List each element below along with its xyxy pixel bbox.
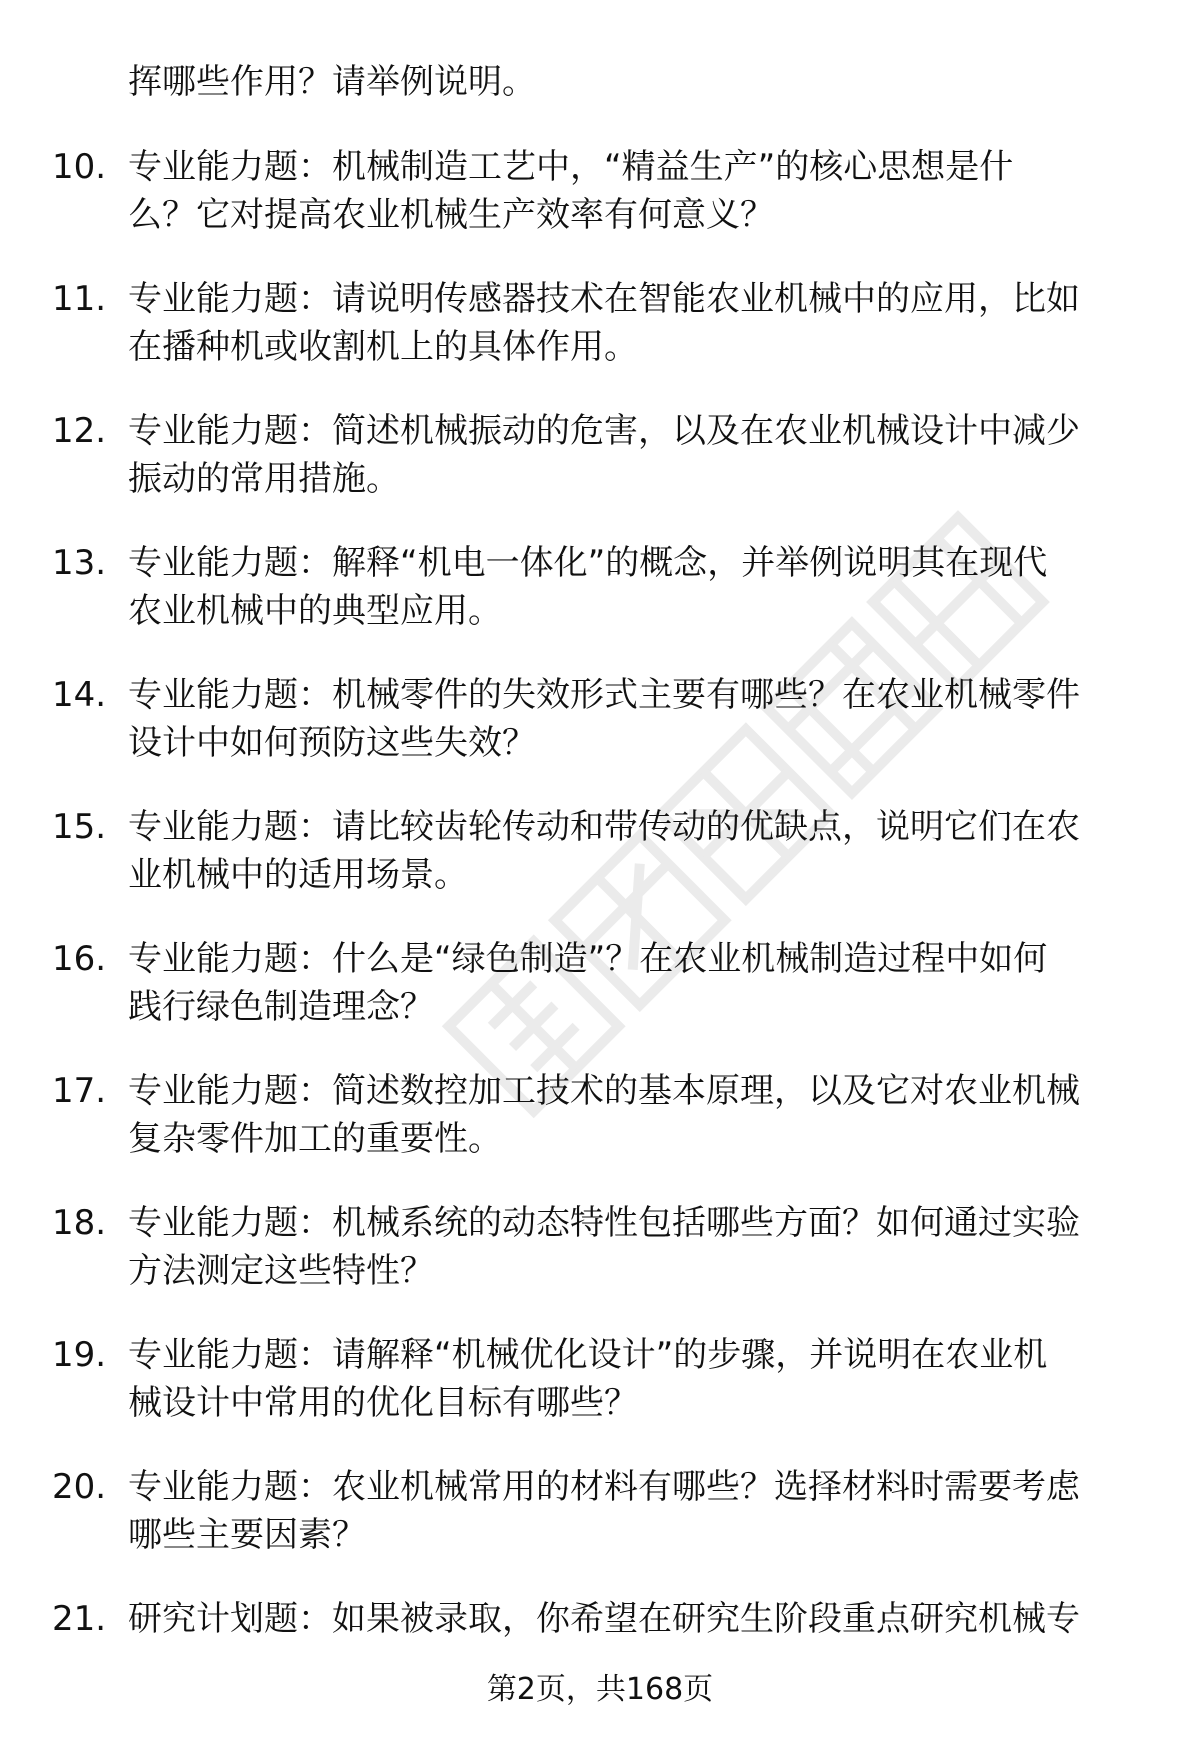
question-item — [0, 1199, 1200, 1295]
question-item — [0, 143, 1200, 239]
question-item — [0, 1067, 1200, 1163]
question-number: 19. — [52, 1335, 107, 1375]
question-text-line: 方法测定这些特性？ — [128, 1251, 434, 1291]
question-text-line: 械设计中常用的优化目标有哪些？ — [128, 1383, 638, 1423]
question-number: 15. — [52, 807, 107, 847]
question-text-line: 专业能力题：解释“机电一体化”的概念，并举例说明其在现代 — [128, 543, 1048, 583]
question-text-line: 研究计划题：如果被录取，你希望在研究生阶段重点研究机械专 — [128, 1599, 1080, 1639]
question-text-line: 在播种机或收割机上的具体作用。 — [128, 327, 638, 367]
question-text-line: 专业能力题：机械系统的动态特性包括哪些方面？如何通过实验 — [128, 1203, 1080, 1243]
question-number: 13. — [52, 543, 107, 583]
question-text-line: 专业能力题：简述机械振动的危害，以及在农业机械设计中减少 — [128, 411, 1080, 451]
question-text-line: 专业能力题：机械制造工艺中，“精益生产”的核心思想是什 — [128, 147, 1014, 187]
question-text-line: 复杂零件加工的重要性。 — [128, 1119, 502, 1159]
question-text-line: 专业能力题：什么是“绿色制造”？在农业机械制造过程中如何 — [128, 939, 1048, 979]
continuation-line: 挥哪些作用？请举例说明。 — [128, 62, 536, 102]
question-number: 14. — [52, 675, 107, 715]
question-text-line: 么？它对提高农业机械生产效率有何意义？ — [128, 195, 774, 235]
question-text-line: 专业能力题：请说明传感器技术在智能农业机械中的应用，比如 — [128, 279, 1080, 319]
question-text-line: 专业能力题：请解释“机械优化设计”的步骤，并说明在农业机 — [128, 1335, 1048, 1375]
question-text-line: 农业机械中的典型应用。 — [128, 591, 502, 631]
question-item — [0, 671, 1200, 767]
question-number: 10. — [52, 147, 107, 187]
question-number: 16. — [52, 939, 107, 979]
question-text-line: 业机械中的适用场景。 — [128, 855, 468, 895]
question-text-line: 振动的常用措施。 — [128, 459, 400, 499]
question-item — [0, 275, 1200, 371]
question-list — [0, 143, 1200, 1727]
question-item — [0, 407, 1200, 503]
question-item — [0, 1331, 1200, 1427]
question-text-line: 哪些主要因素？ — [128, 1515, 366, 1555]
question-number: 12. — [52, 411, 107, 451]
question-number: 11. — [52, 279, 107, 319]
question-text-line: 专业能力题：简述数控加工技术的基本原理，以及它对农业机械 — [128, 1071, 1080, 1111]
question-number: 18. — [52, 1203, 107, 1243]
question-text-line: 践行绿色制造理念？ — [128, 987, 434, 1027]
question-number: 21. — [52, 1599, 107, 1639]
question-text-line: 专业能力题：农业机械常用的材料有哪些？选择材料时需要考虑 — [128, 1467, 1080, 1507]
question-item — [0, 1463, 1200, 1559]
question-item — [0, 803, 1200, 899]
question-item — [0, 935, 1200, 1031]
question-item — [0, 539, 1200, 635]
question-text-line: 设计中如何预防这些失效？ — [128, 723, 536, 763]
page-footer: 第2页，共168页 — [486, 1672, 714, 1707]
question-number: 20. — [52, 1467, 107, 1507]
question-text-line: 专业能力题：机械零件的失效形式主要有哪些？在农业机械零件 — [128, 675, 1080, 715]
question-text-line: 专业能力题：请比较齿轮传动和带传动的优缺点，说明它们在农 — [128, 807, 1080, 847]
question-number: 17. — [52, 1071, 107, 1111]
